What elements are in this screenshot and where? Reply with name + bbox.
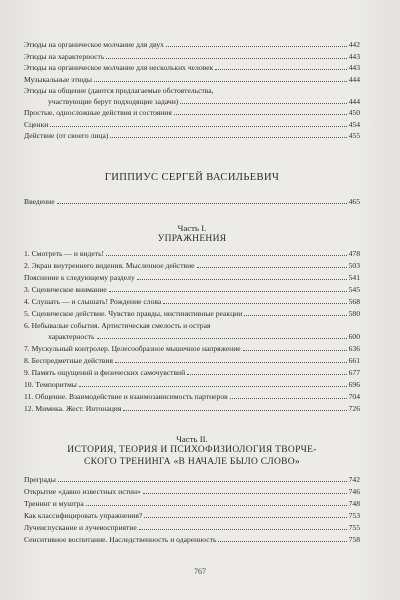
- part2-title-line1: ИСТОРИЯ, ТЕОРИЯ И ПСИХОФИЗИОЛОГИЯ ТВОРЧЕ-: [67, 445, 317, 455]
- part1-title: УПРАЖНЕНИЯ: [157, 234, 227, 244]
- toc-entry-page: 726: [348, 404, 360, 413]
- dot-leader: [218, 541, 346, 542]
- toc-entry-page: 444: [348, 96, 360, 106]
- dot-leader: [109, 291, 347, 292]
- toc-entry: [24, 511, 360, 520]
- toc-entry: [24, 75, 360, 84]
- toc-entry-page: 696: [348, 380, 360, 389]
- toc-entry-text: 2. Экран внутреннего видения. Мысленное действие: [24, 261, 195, 270]
- part2-title-line2: СКОГО ТРЕНИНГА «В НАЧАЛЕ БЫЛО СЛОВО»: [84, 457, 300, 467]
- toc-entry-text: Этюды на общение (даются предлагаемые обстоятельства,: [24, 86, 214, 95]
- toc-entry: [24, 97, 360, 106]
- toc-entry-text: Лучеиспускание и лучевосприятие: [24, 523, 137, 532]
- dot-leader: [86, 505, 347, 506]
- toc-entry: [24, 285, 360, 294]
- dot-leader: [50, 126, 346, 127]
- toc-entry-text: Преграды: [24, 475, 56, 484]
- toc-entry: [24, 52, 360, 61]
- toc-entry: [24, 487, 360, 496]
- toc-entry: [24, 108, 360, 117]
- toc-entry-text: Пояснение к следующему разделу: [24, 273, 135, 282]
- dot-leader: [174, 114, 347, 115]
- toc-entry: [24, 332, 360, 341]
- toc-entry-text: участвующие берут подходящие задачи): [48, 96, 179, 106]
- toc-entry-page: 503: [348, 261, 360, 270]
- toc-entry-page: 742: [348, 475, 360, 484]
- toc-entry-text: Как классифицировать упражнения?: [24, 511, 143, 520]
- toc-entry-text: Введение: [24, 197, 55, 206]
- author-heading: ГИППИУС СЕРГЕЙ ВАСИЛЬЕВИЧ: [104, 172, 280, 183]
- toc-entry-text: Музыкальные этюды: [24, 74, 92, 84]
- dot-leader: [143, 493, 347, 494]
- dot-leader: [58, 481, 347, 482]
- toc-entry-page: 746: [348, 487, 360, 496]
- toc-entry: [24, 321, 360, 330]
- toc-entry-text: Сенситивное воспитание. Наследственность и одаренность: [24, 535, 217, 544]
- toc-entry-page: 454: [348, 119, 360, 129]
- toc-entry-page: 677: [348, 368, 360, 377]
- dot-leader: [123, 410, 346, 411]
- dot-leader: [106, 255, 347, 256]
- toc-entry-page: 704: [348, 392, 360, 401]
- toc-entry: [24, 63, 360, 72]
- toc-entry-page: 465: [348, 197, 360, 206]
- toc-entry: [24, 309, 360, 318]
- dot-leader: [163, 303, 346, 304]
- toc-entry: [24, 356, 360, 365]
- toc-entry-page: 450: [348, 108, 360, 117]
- dot-leader: [187, 374, 346, 375]
- toc-entry-text: Открытие «давно известных истин»: [24, 487, 141, 496]
- toc-entry-page: 753: [348, 511, 360, 520]
- dot-leader: [110, 137, 346, 138]
- toc-entry: [24, 392, 360, 401]
- toc-entry-page: 755: [348, 523, 360, 532]
- toc-entry-page: 580: [348, 309, 360, 318]
- toc-entry-text: характерность: [48, 332, 95, 341]
- toc-entry-page: 443: [348, 63, 360, 72]
- toc-entry-text: Действие (от своего лица): [24, 131, 109, 140]
- dot-leader: [94, 81, 347, 82]
- toc-entry: [24, 344, 360, 353]
- toc-entry-page: 568: [348, 297, 360, 306]
- toc-entry-text: 6. Небывалые события. Артистическая смелость и острая: [24, 321, 211, 330]
- dot-leader: [244, 315, 346, 316]
- dot-leader: [215, 69, 346, 70]
- toc-entry-text: 5. Сценическое действие. Чувство правды, инстинктивные реакции: [24, 309, 243, 318]
- dot-leader: [230, 398, 347, 399]
- toc-entry-text: 4. Слушать — и слышать! Рождение слова: [24, 297, 162, 306]
- toc-entry-text: 7. Мускульный контролер. Целесообразное мышечное напряжение: [24, 344, 241, 353]
- toc-entry-text: 12. Мимика. Жест. Интонация: [24, 404, 122, 413]
- page-number: 767: [194, 567, 206, 576]
- dot-leader: [166, 46, 347, 47]
- toc-entry: [24, 380, 360, 389]
- dot-leader: [243, 350, 347, 351]
- toc-entry-page: 442: [348, 40, 360, 49]
- toc-entry-page: 478: [348, 249, 360, 258]
- toc-entry-text: 10. Темпоритмы: [24, 380, 77, 389]
- toc-entry-text: 11. Общение. Взаимодействие и взаимозависимость партнеров: [24, 392, 228, 401]
- dot-leader: [139, 529, 347, 530]
- dot-leader: [97, 338, 347, 339]
- dot-leader: [106, 58, 346, 59]
- toc-entry-text: Этюды на органическое молчание для нескольких человек: [24, 63, 214, 72]
- toc-entry-page: 748: [348, 499, 360, 508]
- dot-leader: [115, 362, 347, 363]
- toc-entry-intro: [24, 197, 360, 206]
- toc-entry: [24, 86, 360, 95]
- toc-entry-page: 758: [348, 535, 360, 544]
- dot-leader: [79, 386, 347, 387]
- toc-entry: [24, 249, 360, 258]
- toc-entry: [24, 535, 360, 544]
- dot-leader: [137, 279, 347, 280]
- toc-entry-page: 545: [348, 285, 360, 294]
- toc-entry-page: 444: [348, 74, 360, 84]
- toc-entry: [24, 40, 360, 49]
- toc-entry-text: 9. Память ощущений и физических самочувствий: [24, 368, 186, 377]
- toc-entry: [24, 499, 360, 508]
- toc-entry-text: Простые, односложные действия и состояния: [24, 108, 172, 117]
- toc-entry: [24, 131, 360, 140]
- toc-entry: [24, 404, 360, 413]
- toc-entry: [24, 523, 360, 532]
- toc-entry-page: 636: [348, 344, 360, 353]
- toc-entry-text: Этюды на характерность: [24, 51, 105, 61]
- toc-entry-page: 455: [348, 131, 360, 140]
- part1-label: Часть I.: [177, 223, 207, 233]
- dot-leader: [197, 267, 347, 268]
- toc-entry: [24, 261, 360, 270]
- toc-entry-text: Тренинг и муштра: [24, 499, 84, 508]
- part2-label: Часть II.: [176, 434, 208, 444]
- dot-leader: [57, 203, 347, 204]
- toc-entry-text: 8. Беспредметные действия: [24, 356, 113, 365]
- toc-entry-page: 661: [348, 356, 360, 365]
- toc-entry-page: 541: [348, 273, 360, 282]
- toc-entry: [24, 475, 360, 484]
- toc-entry-text: 3. Сценическое внимание: [24, 285, 107, 294]
- toc-entry-page: 443: [348, 51, 360, 61]
- toc-entry-page: 600: [348, 332, 360, 341]
- toc-entry-text: 1. Смотреть — и видеть!: [24, 249, 105, 258]
- dot-leader: [180, 103, 346, 104]
- toc-entry-text: Сценки: [24, 119, 49, 129]
- toc-entry: [24, 273, 360, 282]
- toc-entry-text: Этюды на органическое молчание для двух: [24, 40, 164, 49]
- dot-leader: [144, 517, 346, 518]
- toc-entry: [24, 368, 360, 377]
- toc-entry: [24, 120, 360, 129]
- toc-entry: [24, 297, 360, 306]
